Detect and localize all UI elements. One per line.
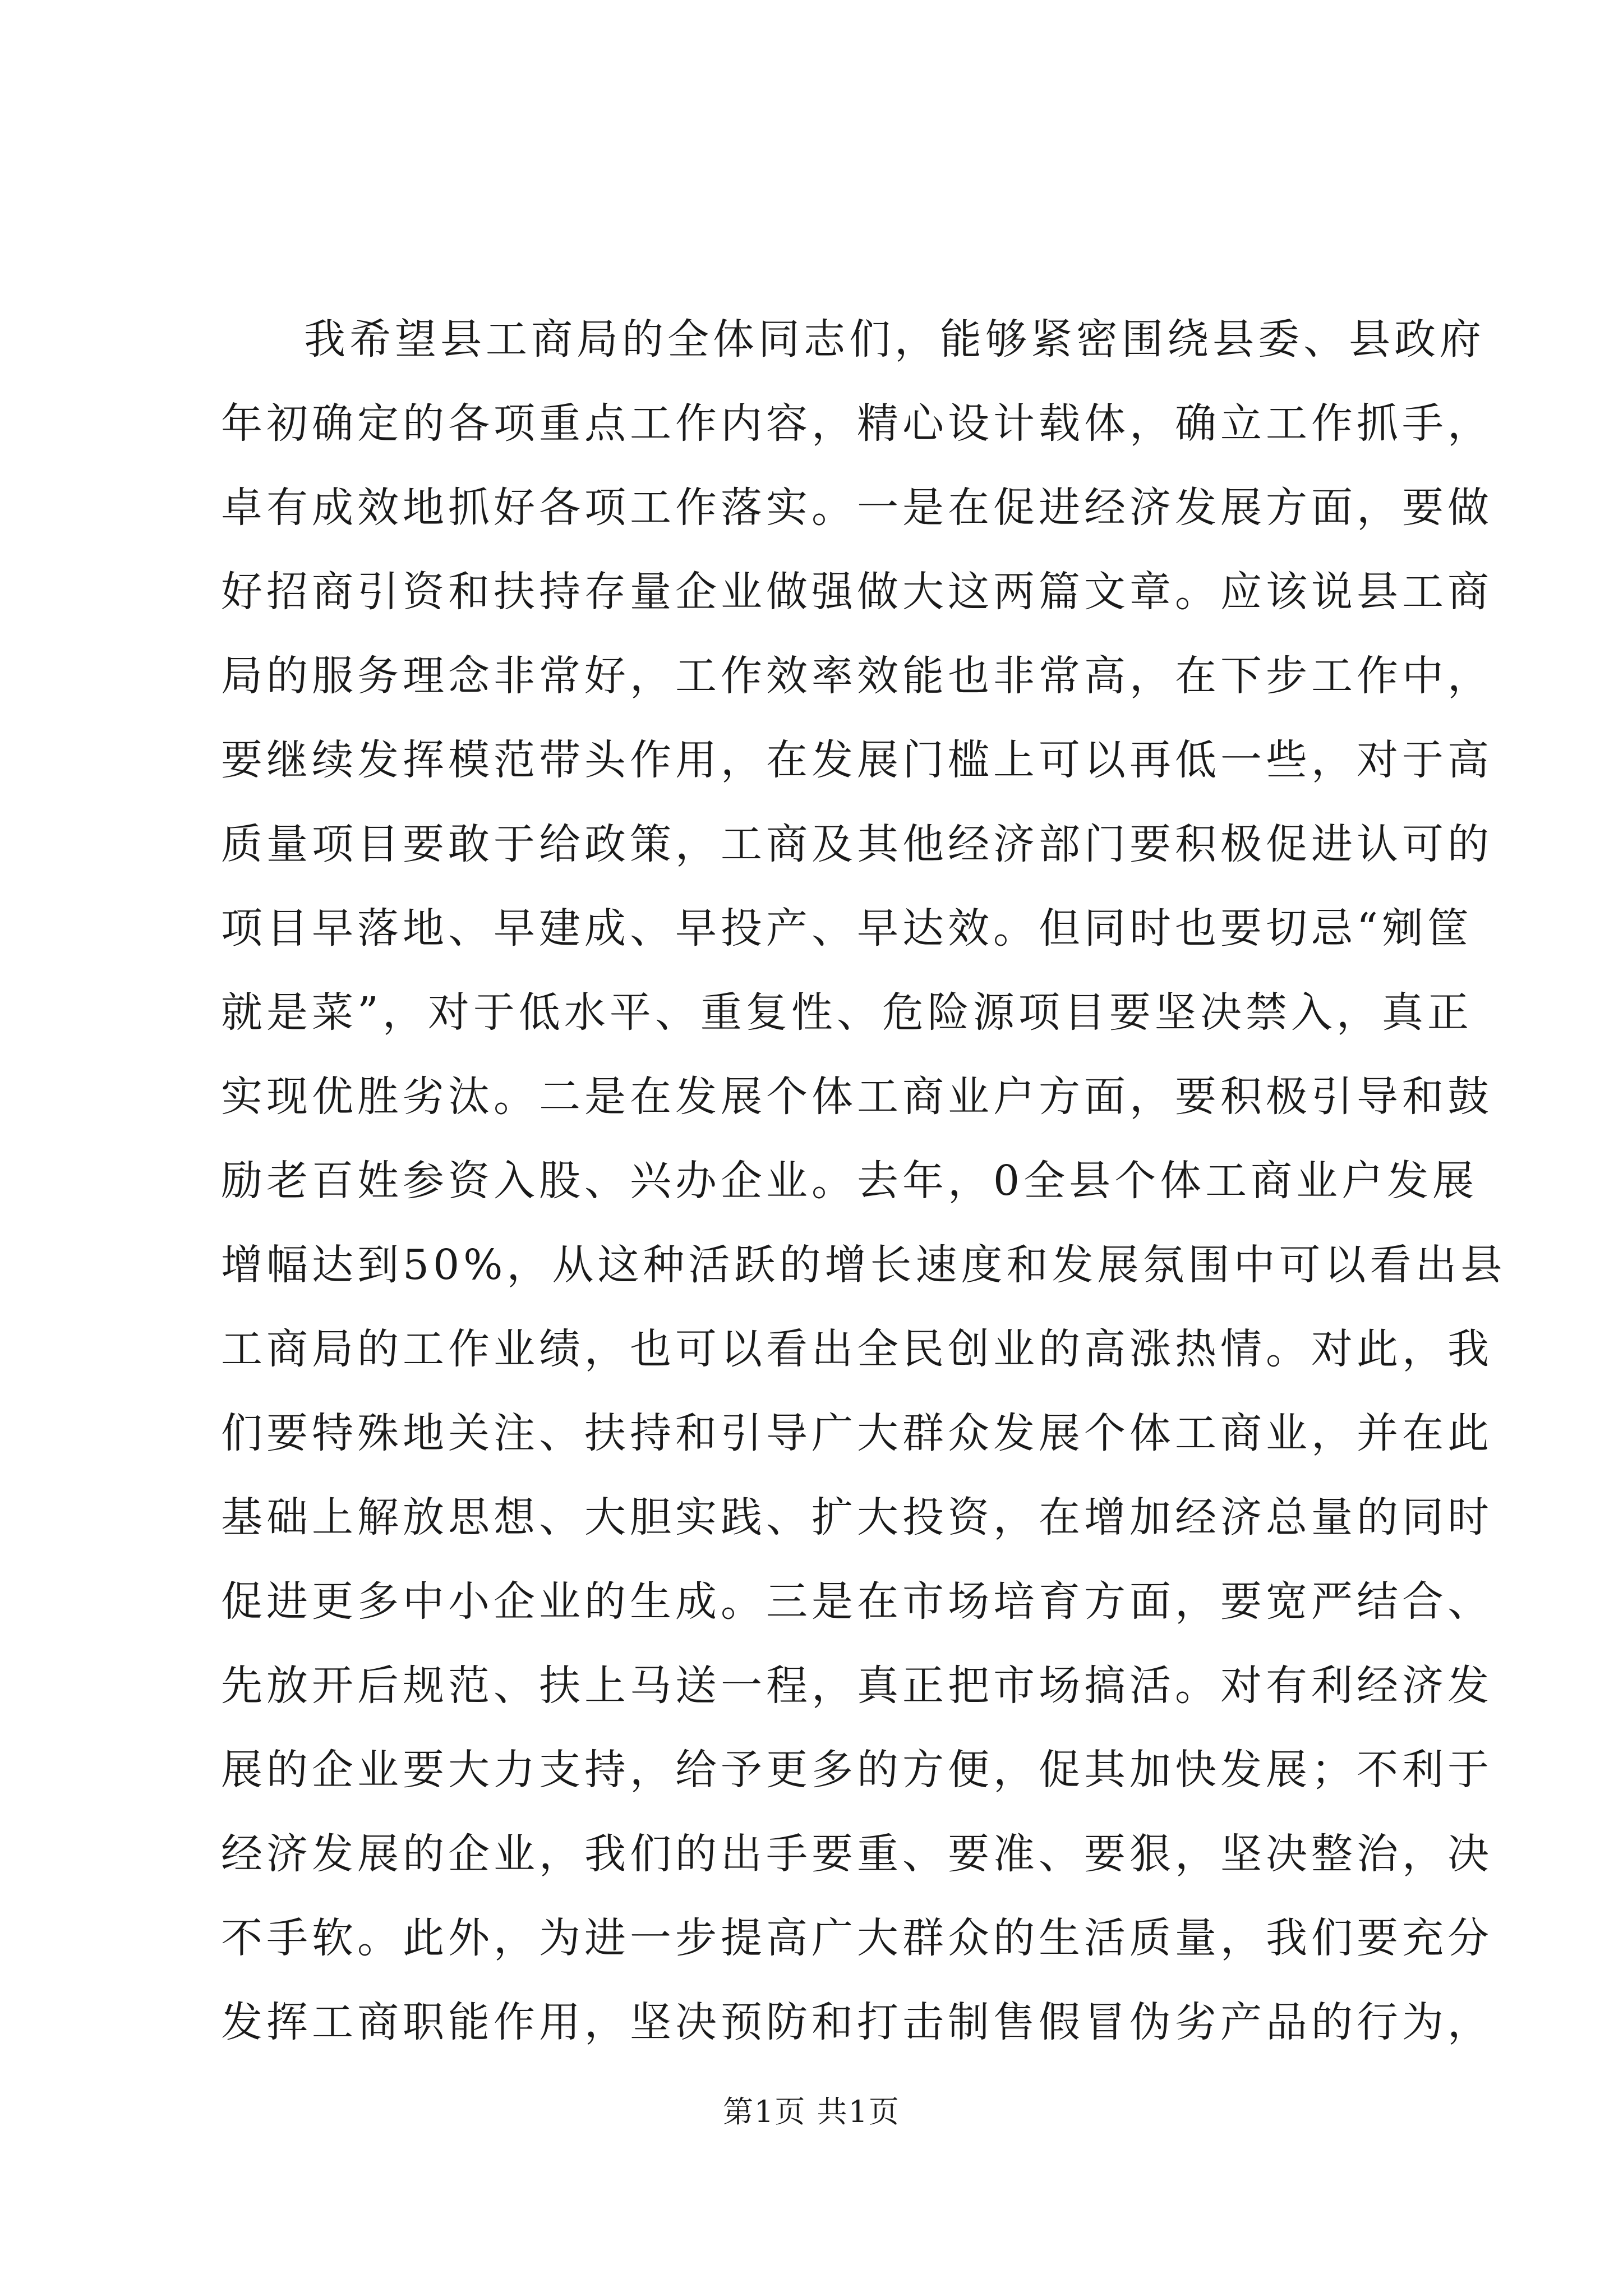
page-footer	[0, 2092, 1623, 2132]
text-line: 就是菜”，对于低水平、重复性、危险源项目要坚决禁入，真正	[221, 988, 1473, 1037]
text-line: 经济发展的企业，我们的出手要重、要准、要狠，坚决整治，决	[221, 1830, 1493, 1878]
text-line: 增幅达到50%，从这种活跃的增长速度和发展氛围中可以看出县	[221, 1241, 1506, 1289]
text-line: 发挥工商职能作用，坚决预防和打击制售假冒伪劣产品的行为，	[221, 1998, 1493, 2046]
page-number-label: 第1页 共1页	[723, 2094, 900, 2129]
text-line: 项目早落地、早建成、早投产、早达效。但同时也要切忌“剜筐	[221, 904, 1473, 953]
text-line: 我希望县工商局的全体同志们，能够紧密围绕县委、县政府	[304, 315, 1485, 364]
text-line: 促进更多中小企业的生成。三是在市场培育方面，要宽严结合、	[221, 1577, 1493, 1626]
text-line: 质量项目要敢于给政策，工商及其他经济部门要积极促进认可的	[221, 820, 1493, 868]
text-line: 展的企业要大力支持，给予更多的方便，促其加快发展；不利于	[221, 1746, 1493, 1794]
body-paragraph	[221, 297, 1506, 2064]
text-line: 先放开后规范、扶上马送一程，真正把市场搞活。对有利经济发	[221, 1662, 1493, 1710]
text-line: 年初确定的各项重点工作内容，精心设计载体，确立工作抓手，	[221, 399, 1493, 448]
text-line: 基础上解放思想、大胆实践、扩大投资，在增加经济总量的同时	[221, 1493, 1493, 1542]
text-line: 局的服务理念非常好，工作效率效能也非常高，在下步工作中，	[221, 652, 1493, 700]
text-line: 励老百姓参资入股、兴办企业。去年，0全县个体工商业户发展	[221, 1157, 1478, 1205]
text-line: 实现优胜劣汰。二是在发展个体工商业户方面，要积极引导和鼓	[221, 1073, 1493, 1121]
text-line: 们要特殊地关注、扶持和引导广大群众发展个体工商业，并在此	[221, 1409, 1493, 1457]
text-line: 卓有成效地抓好各项工作落实。一是在促进经济发展方面，要做	[221, 484, 1493, 532]
text-line: 工商局的工作业绩，也可以看出全民创业的高涨热情。对此，我	[221, 1325, 1493, 1373]
text-line: 好招商引资和扶持存量企业做强做大这两篇文章。应该说县工商	[221, 568, 1493, 616]
text-line: 要继续发挥模范带头作用，在发展门槛上可以再低一些，对于高	[221, 736, 1493, 784]
text-line: 不手软。此外，为进一步提高广大群众的生活质量，我们要充分	[221, 1914, 1493, 1962]
